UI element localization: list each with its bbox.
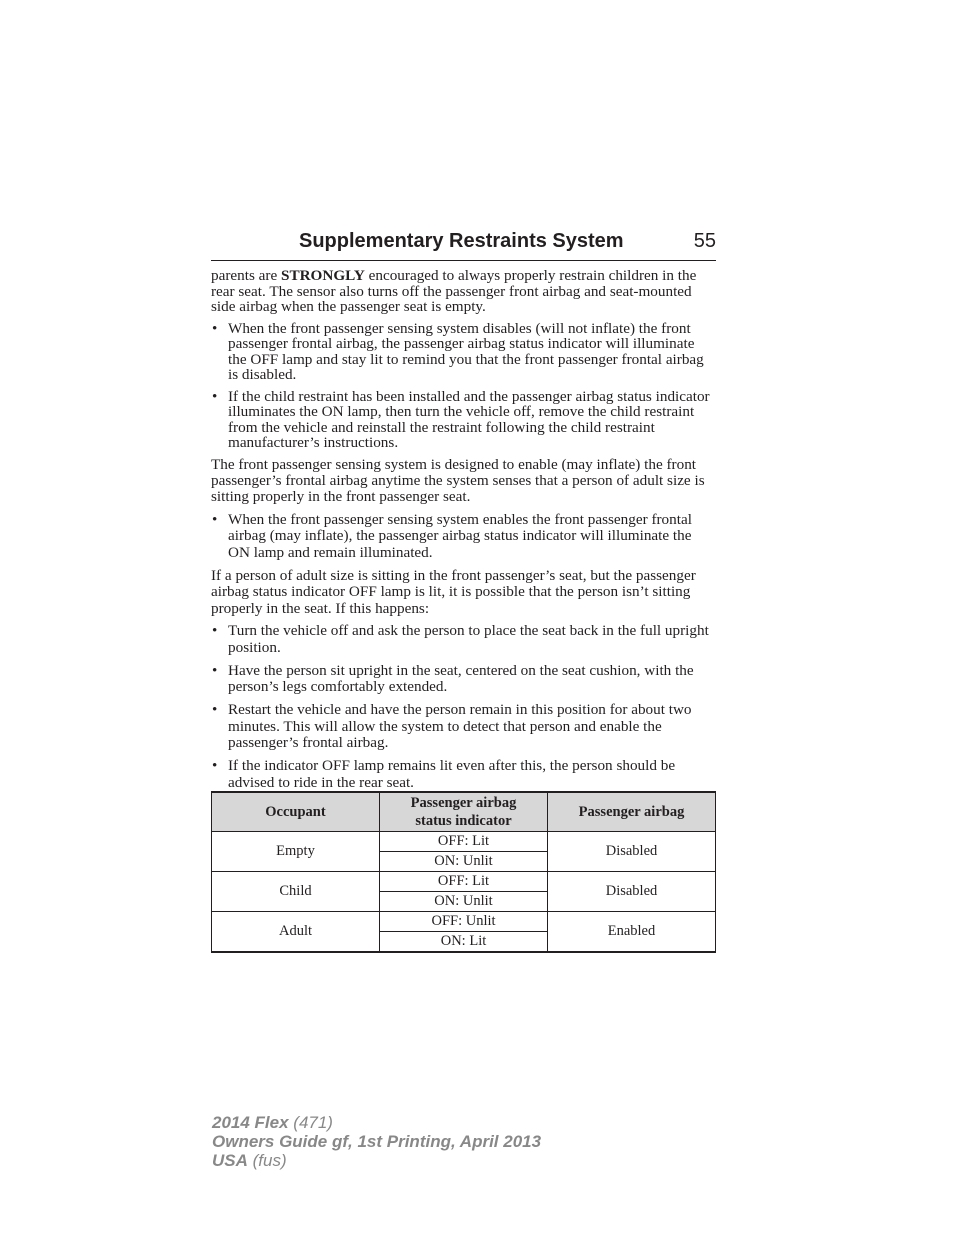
intro-text-start: parents are: [211, 267, 281, 284]
bullet-icon: •: [212, 757, 218, 775]
indicator-cell: OFF: Unlit: [380, 912, 548, 932]
table-row: [212, 912, 716, 932]
list-item-text: If the indicator OFF lamp remains lit even after this, the person should be advised to ride in the rear seat.: [228, 757, 676, 791]
list-item-text: Have the person sit upright in the seat, centered on the seat cushion, with the person’s legs comfortably extended.: [228, 661, 694, 696]
list-item-text: Turn the vehicle off and ask the person to place the seat back in the full upright position.: [228, 622, 709, 656]
intro-paragraph: [211, 268, 716, 315]
indicator-cell: ON: Unlit: [380, 892, 548, 912]
airbag-status-table: [211, 791, 716, 953]
print-footer: [212, 1113, 541, 1170]
column-header-indicator: [380, 792, 548, 832]
list-item: [211, 663, 716, 696]
footer-guide: Owners Guide gf, 1st Printing, April 2013: [212, 1132, 542, 1151]
bullet-icon: •: [212, 622, 218, 640]
bullet-list-1: [211, 321, 716, 451]
list-item-text: When the front passenger sensing system disables (will not inflate) the front passenger frontal airbag, the passenger airbag status indicator will illuminate the OFF lamp and stay lit to remind you that the front passenger frontal airbag is disabled.: [228, 319, 704, 383]
indicator-cell: OFF: Lit: [380, 872, 548, 892]
column-header-airbag: Passenger airbag: [548, 792, 716, 832]
page-number: 55: [693, 230, 716, 252]
airbag-cell: Enabled: [548, 912, 716, 953]
intro-text-end: encouraged to always properly restrain children in the rear seat. The sensor also turns off the passenger front airbag and seat-mounted side airbag when the passenger seat is empty.: [211, 267, 697, 315]
bullet-icon: •: [212, 319, 218, 337]
bullet-icon: •: [212, 661, 218, 679]
footer-market: USA: [212, 1151, 248, 1170]
column-header-indicator-text: Passenger airbag status indicator: [410, 795, 517, 829]
footer-line-model: [212, 1113, 541, 1132]
intro-emphasis: STRONGLY: [281, 267, 365, 284]
list-item: [211, 321, 716, 383]
bullet-list-3: [211, 623, 716, 791]
list-item: [211, 623, 716, 656]
occupant-cell: Adult: [212, 912, 380, 953]
list-item-text: Restart the vehicle and have the person remain in this position for about two minutes. This will allow the system to detect that person and enable the passenger’s frontal airbag.: [228, 701, 692, 752]
footer-model: 2014 Flex: [212, 1113, 289, 1132]
body-content: [211, 268, 716, 798]
occupant-cell: Empty: [212, 832, 380, 872]
footer-line-guide: [212, 1132, 541, 1151]
table-row: [212, 872, 716, 892]
bullet-list-2: [211, 512, 716, 561]
airbag-cell: Disabled: [548, 832, 716, 872]
column-header-occupant: Occupant: [212, 792, 380, 832]
table-row: [212, 832, 716, 852]
section-title: Supplementary Restraints System: [299, 230, 624, 252]
list-item-text: If the child restraint has been installed and the passenger airbag status indicator illuminates the ON lamp, then turn the vehicle off, remove the child restraint from the vehicle and reinstall the restraint following the child restraint manufacturer’s instructions.: [228, 387, 710, 451]
list-item: [211, 702, 716, 752]
list-item: [211, 758, 716, 791]
occupant-cell: Child: [212, 872, 380, 912]
footer-line-market: [212, 1151, 541, 1170]
list-item-text: When the front passenger sensing system enables the front passenger frontal airbag (may inflate), the passenger airbag status indicator will illuminate the ON lamp and remain illuminated.: [228, 511, 692, 561]
footer-market-code: (fus): [247, 1151, 287, 1170]
bullet-icon: •: [212, 701, 218, 719]
table-header-row: [212, 792, 716, 832]
list-item: [211, 512, 716, 561]
bullet-icon: •: [212, 387, 218, 405]
bullet-icon: •: [212, 511, 218, 529]
list-item: [211, 389, 716, 451]
adult-paragraph: If a person of adult size is sitting in the front passenger’s seat, but the passenger airbag status indicator OFF lamp is lit, it is possible that the person isn’t sitting properly in the seat. If this happens:: [211, 566, 696, 617]
indicator-cell: ON: Unlit: [380, 852, 548, 872]
sensing-paragraph: The front passenger sensing system is designed to enable (may inflate) the front passenger’s frontal airbag anytime the system senses that a person of adult size is sitting properly in the front passenger seat.: [211, 455, 705, 505]
indicator-cell: OFF: Lit: [380, 832, 548, 852]
indicator-cell: ON: Lit: [380, 932, 548, 953]
airbag-cell: Disabled: [548, 872, 716, 912]
page-header: [211, 228, 716, 261]
footer-model-code: (471): [288, 1113, 333, 1132]
